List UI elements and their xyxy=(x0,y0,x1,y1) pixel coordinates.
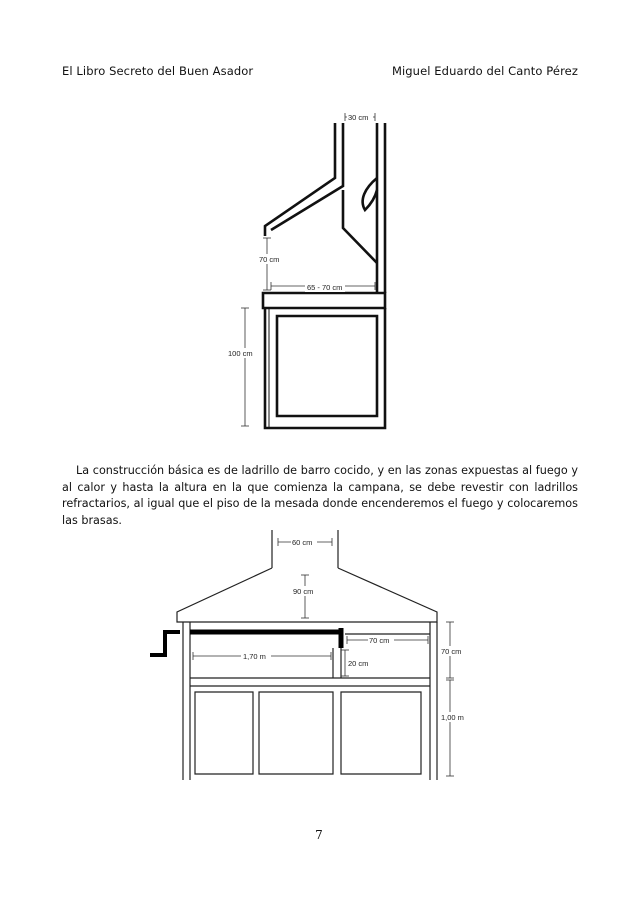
page-number: 7 xyxy=(315,828,323,842)
grill-front-elevation-diagram xyxy=(145,530,485,780)
dim-top-width: 30 cm xyxy=(348,113,369,122)
dim-base-height: 100 cm xyxy=(228,349,253,358)
grill-side-section-diagram xyxy=(225,108,405,438)
header-book-title: El Libro Secreto del Buen Asador xyxy=(62,64,254,78)
dim-counter-depth: 65 - 70 cm xyxy=(307,283,343,292)
dim-step-height: 20 cm xyxy=(348,659,369,668)
dim-upper-height: 70 cm xyxy=(441,647,462,656)
body-paragraph: La construcción básica es de ladrillo de barro cocido, y en las zonas expuestas al fuego y al calor y hasta la altura en la que comienza la campana, se debe revestir con ladrillos refractarios, al igual que el piso de la mesada donde encenderemos el fuego y colocaremos las brasas. xyxy=(62,464,578,527)
header-author: Miguel Eduardo del Canto Pérez xyxy=(391,64,578,78)
dim-grill-length: 1,70 m xyxy=(243,652,266,661)
dim-hood-height: 90 cm xyxy=(293,587,314,596)
dim-chimney-width: 60 cm xyxy=(292,538,313,547)
dim-base-height: 1,00 m xyxy=(441,713,464,722)
dim-side-width: 70 cm xyxy=(369,636,390,645)
dim-hood-height: 70 cm xyxy=(259,255,280,264)
